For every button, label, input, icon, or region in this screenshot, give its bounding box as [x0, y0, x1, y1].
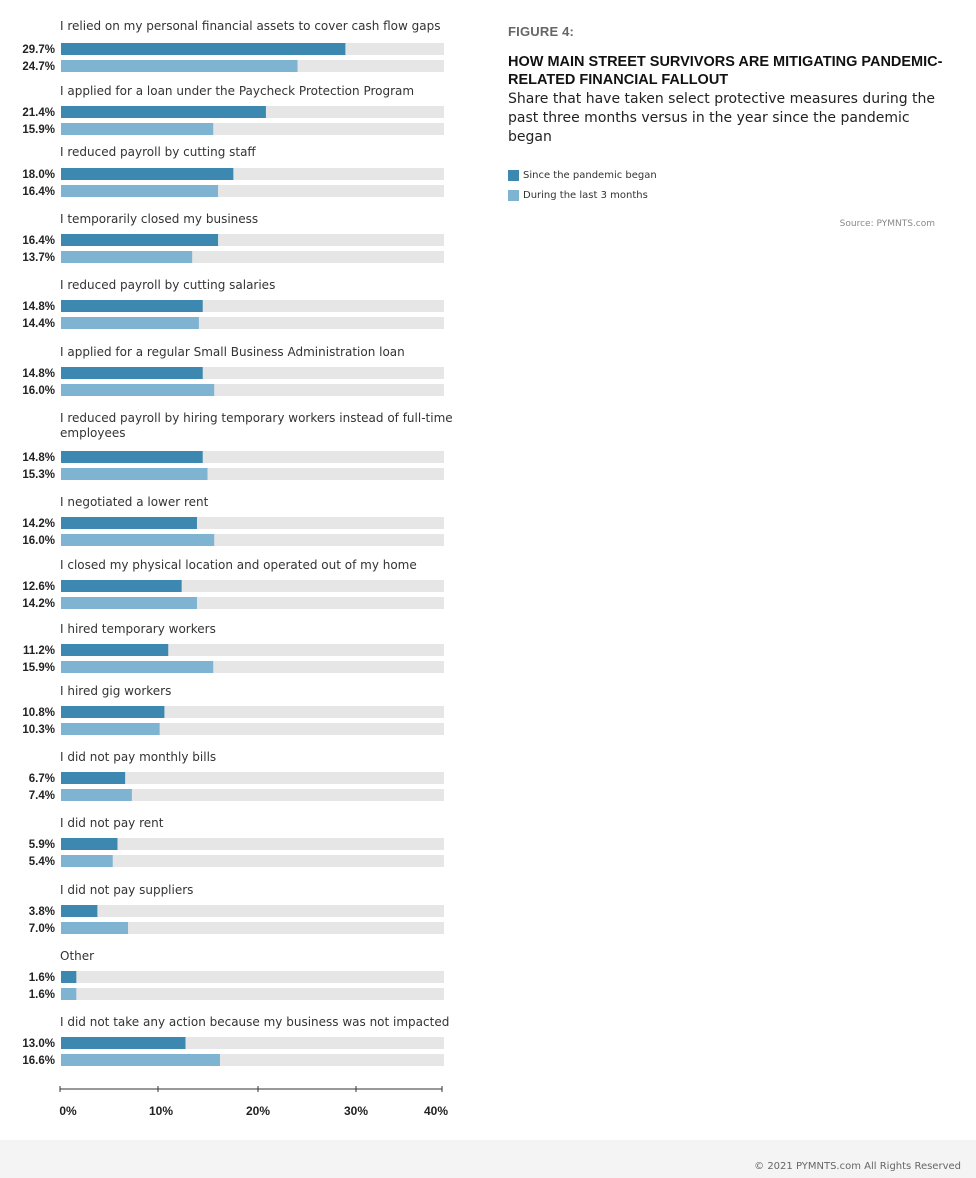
value-label: 13.0% [22, 1038, 55, 1050]
value-label: 7.0% [28, 923, 55, 935]
value-label: 10.8% [22, 707, 55, 719]
value-label: 15.9% [22, 124, 55, 136]
bar-last3 [61, 534, 214, 546]
bar-since [61, 234, 218, 246]
category-label: I relied on my personal financial assets to cover cash flow gaps [60, 19, 441, 33]
category-label: I hired gig workers [60, 684, 172, 698]
value-label: 15.9% [22, 662, 55, 674]
value-label: 14.2% [22, 598, 55, 610]
x-tick-label: 30% [343, 1104, 369, 1118]
value-label: 3.8% [28, 906, 55, 918]
value-label: 16.6% [22, 1055, 55, 1067]
bar-last3 [61, 123, 213, 135]
bar-last3 [61, 988, 76, 1000]
value-label: 14.4% [22, 318, 55, 330]
bar-last3 [61, 1054, 220, 1066]
bar-since [61, 451, 203, 463]
bar-last3 [61, 317, 199, 329]
category-label: I did not pay monthly bills [60, 750, 217, 764]
x-tick-label: 10% [148, 1104, 174, 1118]
value-label: 11.2% [23, 645, 55, 657]
category-label: I reduced payroll by cutting staff [60, 145, 256, 159]
bar-track [61, 855, 444, 867]
bar-track [61, 971, 444, 983]
legend-label-last3: During the last 3 months [523, 189, 648, 201]
bar-track [61, 905, 444, 917]
bar-since [61, 106, 266, 118]
figure-panel [508, 24, 948, 205]
value-label: 5.4% [28, 856, 55, 868]
legend-item-since [508, 165, 948, 185]
page-footer [0, 1140, 976, 1178]
value-label: 12.6% [22, 581, 55, 593]
bar-since [61, 644, 168, 656]
bar-since [61, 905, 97, 917]
bar-last3 [61, 384, 214, 396]
source-note: Source: PYMNTS.com [839, 219, 935, 229]
legend-item-last3 [508, 185, 948, 205]
category-label: I closed my physical location and operated out of my home [60, 558, 417, 572]
figure-label: FIGURE 4: [508, 24, 575, 39]
value-label: 14.8% [22, 301, 55, 313]
value-label: 15.3% [22, 469, 55, 481]
value-label: 7.4% [28, 790, 55, 802]
category-label: I reduced payroll by cutting salaries [60, 278, 276, 292]
legend-label-since: Since the pandemic began [523, 169, 657, 181]
legend [508, 165, 948, 205]
legend-swatch-since [508, 170, 519, 181]
copyright: © 2021 PYMNTS.com All Rights Reserved [754, 1161, 961, 1172]
value-label: 18.0% [22, 169, 55, 181]
value-label: 14.8% [22, 452, 55, 464]
bar-last3 [61, 723, 160, 735]
category-label: I temporarily closed my business [60, 212, 259, 226]
figure-title: HOW MAIN STREET SURVIVORS ARE MITIGATING PANDEMIC-RELATED FINANCIAL FALLOUT [508, 54, 943, 88]
category-label: Other [60, 949, 95, 963]
bar-last3 [61, 60, 298, 72]
value-label: 14.8% [22, 368, 55, 380]
bar-last3 [61, 597, 197, 609]
value-label: 13.7% [22, 252, 55, 264]
bar-since [61, 706, 164, 718]
category-label: I did not take any action because my business was not impacted [60, 1015, 450, 1029]
x-tick-label: 0% [59, 1104, 77, 1118]
category-label: I did not pay suppliers [60, 883, 194, 897]
bar-since [61, 517, 197, 529]
category-label: I hired temporary workers [60, 622, 216, 636]
value-label: 16.0% [22, 535, 55, 547]
bar-last3 [61, 855, 113, 867]
bar-last3 [61, 922, 128, 934]
category-label: I applied for a loan under the Paycheck Protection Program [60, 84, 415, 98]
legend-swatch-last3 [508, 190, 519, 201]
bar-since [61, 1037, 185, 1049]
bar-last3 [61, 468, 207, 480]
value-label: 16.0% [22, 385, 55, 397]
value-label: 10.3% [22, 724, 55, 736]
value-label: 1.6% [28, 989, 55, 1001]
value-label: 1.6% [28, 972, 55, 984]
bar-since [61, 300, 203, 312]
value-label: 14.2% [22, 518, 55, 530]
x-tick-label: 40% [423, 1104, 449, 1118]
bar-since [61, 838, 117, 850]
category-label: employees [60, 426, 126, 440]
value-label: 29.7% [22, 44, 55, 56]
value-label: 24.7% [22, 61, 55, 73]
bar-since [61, 367, 203, 379]
value-label: 5.9% [28, 839, 55, 851]
bar-last3 [61, 661, 213, 673]
category-label: I negotiated a lower rent [60, 495, 209, 509]
bar-since [61, 772, 125, 784]
value-label: 16.4% [22, 235, 55, 247]
category-label: I applied for a regular Small Business Administration loan [60, 345, 405, 359]
value-label: 6.7% [28, 773, 55, 785]
bar-track [61, 988, 444, 1000]
bar-since [61, 168, 233, 180]
bar-last3 [61, 251, 192, 263]
figure-subtitle: Share that have taken select protective measures during the past three months versus in the year since the pandemic began [508, 91, 936, 145]
bar-track [61, 838, 444, 850]
category-label: I reduced payroll by hiring temporary workers instead of full-time [60, 411, 453, 425]
bar-since [61, 580, 182, 592]
x-tick-label: 20% [245, 1104, 271, 1118]
bar-since [61, 43, 345, 55]
bar-last3 [61, 789, 132, 801]
category-label: I did not pay rent [60, 816, 164, 830]
value-label: 16.4% [22, 186, 55, 198]
value-label: 21.4% [22, 107, 55, 119]
bar-last3 [61, 185, 218, 197]
bar-since [61, 971, 76, 983]
